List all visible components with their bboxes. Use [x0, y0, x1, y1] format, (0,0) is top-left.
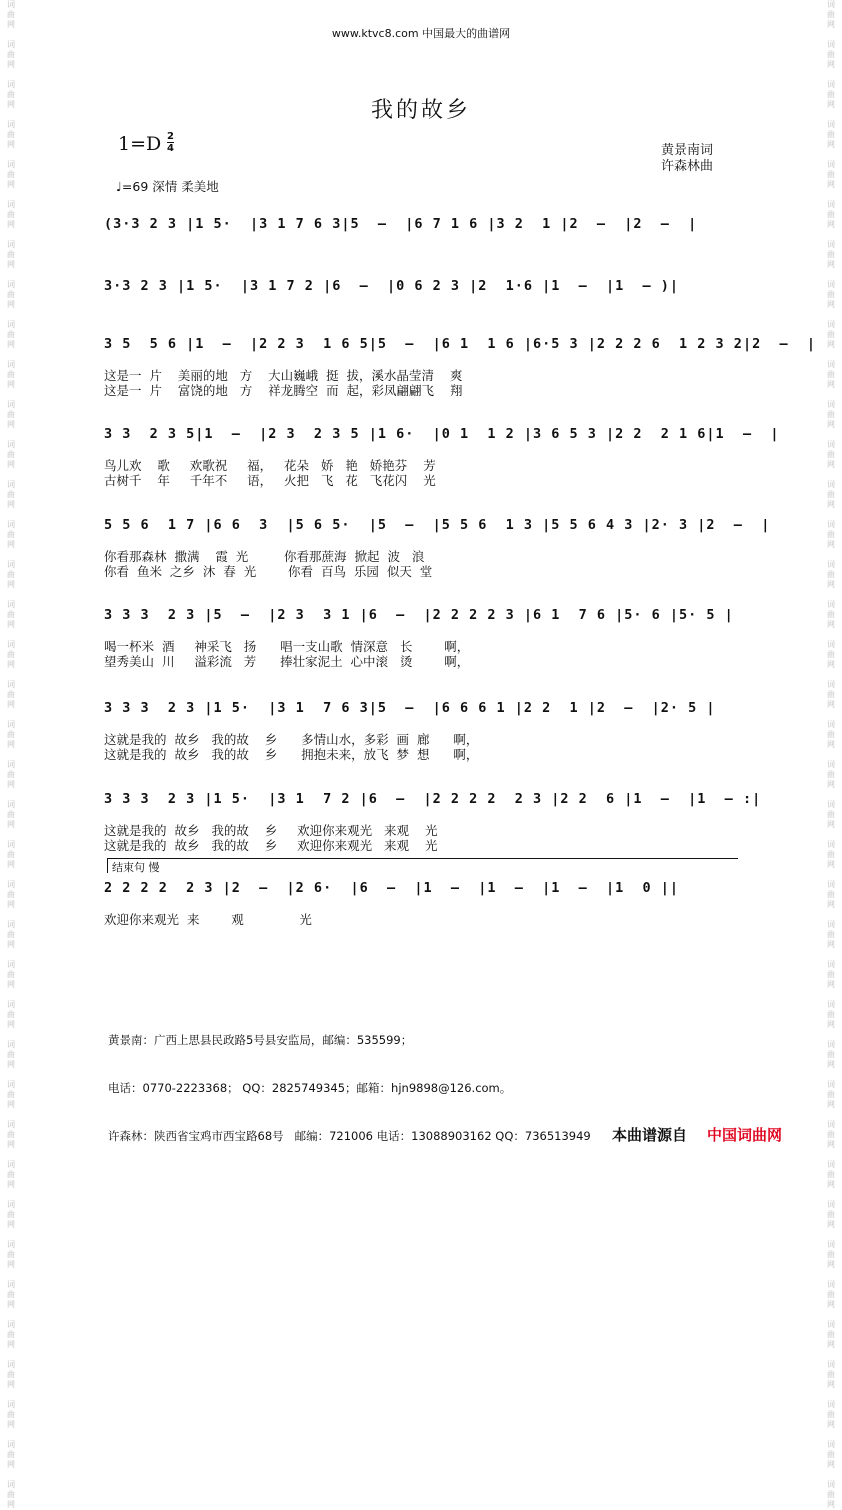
lyric-line: 喝一杯米 酒 神采飞 扬 唱一支山歌 情深意 长 啊， [104, 639, 470, 654]
notation-line: (3·3 2 3 |1 5· |3 1 7 6 3|5 – |6 7 1 6 |3 2 1 |2 – |2 – | [104, 216, 698, 232]
left-watermark-strip: 词 曲 网 词 曲 网 词 曲 网 词 曲 网 词 曲 网 词 曲 网 词 曲 网 词 曲 网 词 曲 网 词 曲 网 词 曲 网 词 曲 网 词 曲 网 词 曲 网 词 曲 网 词 曲 网 词 曲 网 词 曲 网 词 曲 网 词 曲 网 词 曲 网 词 曲 网 词 曲 网 词 曲 网 词 曲 网 词 曲 网 词 曲 网 词 曲 网 词 曲 网 词 曲 网 词 曲 网 词 曲 网 词 曲 网 词 曲 网 词 曲 网 词 曲 网 词 曲 网 词 曲 网 [7, 0, 15, 1509]
notation-line: 3·3 2 3 |1 5· |3 1 7 2 |6 – |0 6 2 3 |2 1·6 |1 – |1 – )| [104, 278, 680, 294]
lyric-line: 这就是我的 故乡 我的故 乡 多情山水，多彩 画 廊 啊， [104, 732, 479, 747]
lyric-line: 这就是我的 故乡 我的故 乡 欢迎你来观光 来观 光 [104, 838, 438, 853]
notation-line: 3 5 5 6 |1 – |2 2 3 1 6 5|5 – |6 1 1 6 |6·5 3 |2 2 2 6 1 2 3 2|2 – | [104, 336, 816, 352]
lyric-line: 你看那森林 撒满 霞 光 你看那蔗海 掀起 波 浪 [104, 549, 425, 564]
lyric-line: 你看 鱼米 之乡 沐 春 光 你看 百鸟 乐园 似天 堂 [104, 564, 433, 579]
notation-line: 3 3 2 3 5|1 – |2 3 2 3 5 |1 6· |0 1 1 2 |3 6 5 3 |2 2 2 1 6|1 – | [104, 426, 780, 442]
lyric-line: 这就是我的 故乡 我的故 乡 拥抱未来，放飞 梦 想 啊， [104, 747, 479, 762]
coda-bracket [107, 858, 738, 873]
source-site-link[interactable]: 中国词曲网 [707, 1126, 783, 1144]
notation-line: 3 3 3 2 3 |1 5· |3 1 7 6 3|5 – |6 6 6 1 |2 2 1 |2 – |2· 5 | [104, 700, 716, 716]
source-prefix: 本曲谱源自 [612, 1126, 688, 1144]
lyric-line: 这是一 片 美丽的地 方 大山巍峨 挺 拔，溪水晶莹清 爽 [104, 368, 463, 383]
time-signature-top: 2 [167, 131, 174, 142]
tempo-marking: ♩=69 深情 柔美地 [116, 179, 219, 194]
footer-line: 电话：0770-2223368； QQ：2825749345；邮箱：hjn9898@126.com。 [108, 1081, 512, 1095]
credits [661, 143, 713, 175]
source-credit [612, 1124, 782, 1145]
lyric-line: 这就是我的 故乡 我的故 乡 欢迎你来观光 来观 光 [104, 823, 438, 838]
site-header[interactable]: www.ktvc8.com 中国最大的曲谱网 [331, 27, 511, 40]
coda-label: 结束句 慢 [112, 861, 160, 874]
notation-line: 3 3 3 2 3 |1 5· |3 1 7 2 |6 – |2 2 2 2 2 3 |2 2 6 |1 – |1 – :| [104, 791, 762, 807]
lyric-line: 鸟儿欢 歌 欢歌祝 福， 花朵 娇 艳 娇艳芬 芳 [104, 458, 436, 473]
composer: 许森林曲 [661, 159, 714, 174]
key-signature: 1=D [118, 133, 162, 155]
contact-info [108, 1000, 591, 1160]
song-title: 我的故乡 [370, 98, 471, 123]
lyricist: 黄景南词 [661, 143, 714, 158]
notation-line: 5 5 6 1 7 |6 6 3 |5 6 5· |5 – |5 5 6 1 3 |5 5 6 4 3 |2· 3 |2 – | [104, 517, 771, 533]
lyric-line: 这是一 片 富饶的地 方 祥龙腾空 而 起，彩凤翩翩飞 翔 [104, 383, 463, 398]
lyric-line: 望秀美山 川 溢彩流 芳 捧壮家泥土 心中滚 烫 啊， [104, 654, 470, 669]
right-watermark-strip: 词 曲 网 词 曲 网 词 曲 网 词 曲 网 词 曲 网 词 曲 网 词 曲 网 词 曲 网 词 曲 网 词 曲 网 词 曲 网 词 曲 网 词 曲 网 词 曲 网 词 曲 网 词 曲 网 词 曲 网 词 曲 网 词 曲 网 词 曲 网 词 曲 网 词 曲 网 词 曲 网 词 曲 网 词 曲 网 词 曲 网 词 曲 网 词 曲 网 词 曲 网 词 曲 网 词 曲 网 词 曲 网 词 曲 网 词 曲 网 词 曲 网 词 曲 网 词 曲 网 词 曲 网 [827, 0, 835, 1509]
time-signature [167, 131, 174, 154]
lyric-line: 欢迎你来观光 来 观 光 [104, 912, 312, 927]
footer-line: 许森林：陕西省宝鸡市西宝路68号 邮编：721006 电话：13088903162 QQ：736513949 [108, 1129, 591, 1143]
lyric-line: 古树千 年 千年不 语， 火把 飞 花 飞花闪 光 [104, 473, 436, 488]
notation-line: 2 2 2 2 2 3 |2 – |2 6· |6 – |1 – |1 – |1 – |1 0 || [104, 880, 680, 896]
notation-line: 3 3 3 2 3 |5 – |2 3 3 1 |6 – |2 2 2 2 3 |6 1 7 6 |5· 6 |5· 5 | [104, 607, 734, 623]
time-signature-bottom: 4 [167, 143, 174, 154]
footer-line: 黄景南：广西上思县民政路5号县安监局，邮编：535599； [108, 1033, 413, 1047]
